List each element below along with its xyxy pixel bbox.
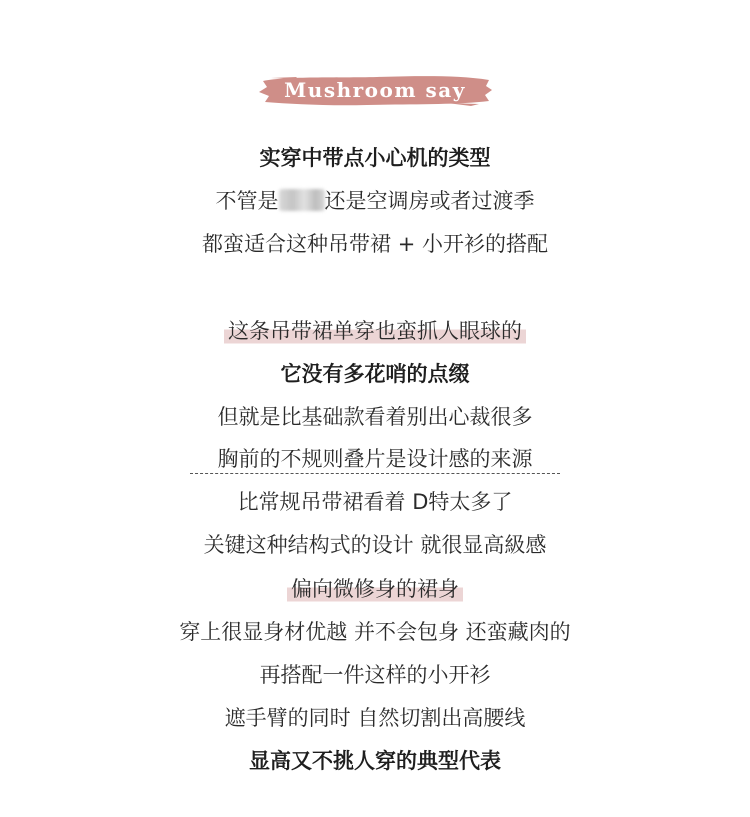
text-line-6 [0, 402, 750, 432]
brush-stroke-badge [257, 72, 493, 108]
line-text: 都蛮适合这种吊带裙 + 小开衫的搭配 [202, 232, 548, 256]
line-text: 关键这种结构式的设计 就很显高級感 [203, 533, 547, 557]
text-line-14 [0, 746, 750, 776]
line-text: 穿上很显身材优越 并不会包身 还蛮藏肉的 [179, 620, 571, 644]
highlighted-text: 偏向微修身的裙身 [287, 574, 463, 604]
dashed-divider [190, 473, 560, 474]
text-line-12 [0, 660, 750, 690]
text-line-8 [0, 487, 750, 517]
text-line-13 [0, 703, 750, 733]
text-line-4 [0, 316, 750, 346]
text-line-7 [0, 444, 750, 474]
text-line-5 [0, 359, 750, 389]
line-text: 再搭配一件这样的小开衫 [259, 663, 491, 687]
badge-title: Mushroom say [284, 78, 466, 102]
highlighted-text: 这条吊带裙单穿也蛮抓人眼球的 [224, 316, 526, 346]
line-text: 显高又不挑人穿的典型代表 [249, 749, 501, 773]
text-line-2 [0, 186, 750, 216]
text-line-11 [0, 617, 750, 647]
line-text: 遮手臂的同时 自然切割出高腰线 [224, 706, 526, 730]
line-text-after: 还是空调房或者过渡季 [324, 189, 535, 213]
blurred-word [279, 189, 325, 211]
header-badge [0, 72, 750, 108]
text-line-9 [0, 530, 750, 560]
text-line-1 [0, 143, 750, 173]
line-text: 但就是比基础款看着别出心裁很多 [217, 405, 533, 429]
line-text: 它没有多花哨的点缀 [280, 362, 470, 386]
line-text-before: 不管是 [215, 189, 279, 213]
text-line-10 [0, 574, 750, 604]
line-text: 实穿中带点小心机的类型 [259, 146, 491, 170]
line-text: 胸前的不规则叠片是设计感的来源 [217, 447, 533, 471]
line-text: 比常规吊带裙看着 D特太多了 [237, 490, 513, 514]
text-line-3 [0, 229, 750, 259]
